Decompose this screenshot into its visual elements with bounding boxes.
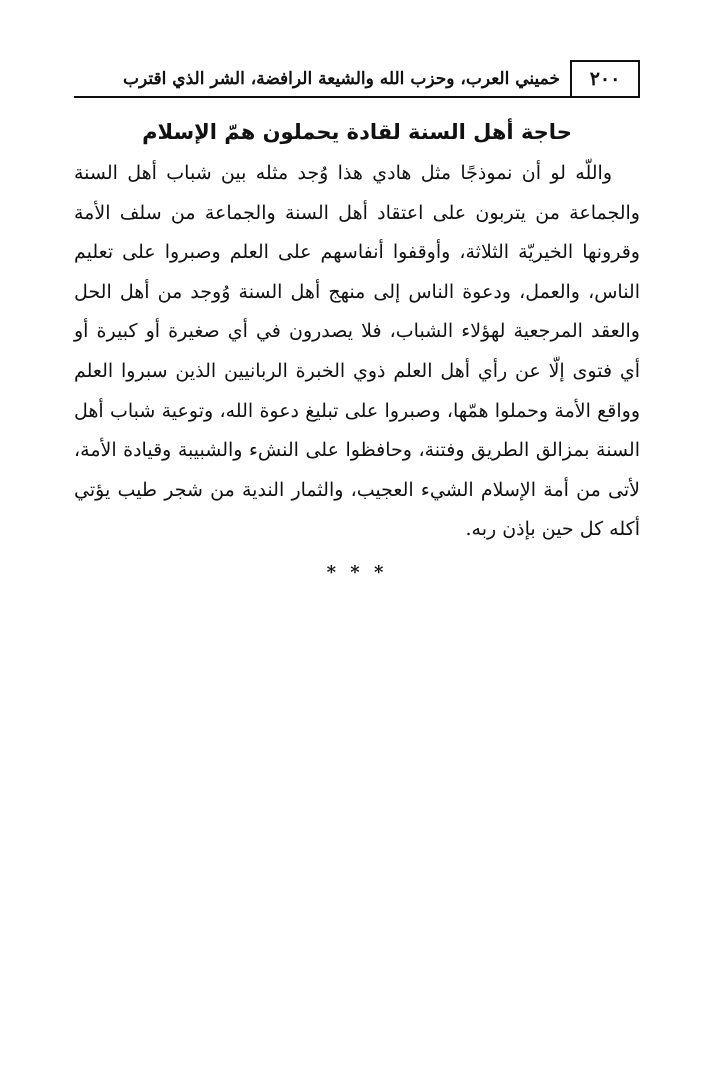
page-header (74, 60, 640, 98)
section-heading: حاجة أهل السنة لقادة يحملون همّ الإسلام (142, 120, 572, 144)
running-title: خميني العرب، وحزب الله والشيعة الرافضة، الشر الذي اقترب (123, 69, 560, 89)
header-divider (74, 96, 640, 98)
page-number: ٢٠٠ (570, 60, 640, 96)
body-text (74, 154, 640, 550)
section-separator: * * * (326, 562, 388, 583)
paragraph: واللّه لو أن نموذجًا مثل هادي هذا وُجد مثله بين شباب أهل السنة والجماعة من يتربون على اعتقاد أهل السنة والجماعة من سلف الأمة وقرونها الخيريّة الثلاثة، وأوقفوا أنفاسهم على العلم وصبروا على تعليم الناس، والعمل، ودعوة الناس إلى منهج أهل السنة وُوجد من أهل الحل والعقد المرجعية لهؤلاء الشباب، فلا يصدرون في أي صغيرة أو كبيرة أو أي فتوى إلّا عن رأي أهل العلم ذوي الخبرة الربانيين الذين سبروا العلم وواقع الأمة وحملوا همّها، وصبروا على تبليغ دعوة الله، وتوعية شباب أهل السنة بمزالق الطريق وفتنة، وحافظوا على النشء والشبيبة وقيادة الأمة، لأتى من أمة الإسلام الشيء العجيب، والثمار الندية من شجر طيب يؤتي أكله كل حين بإذن ربه. (74, 162, 640, 541)
